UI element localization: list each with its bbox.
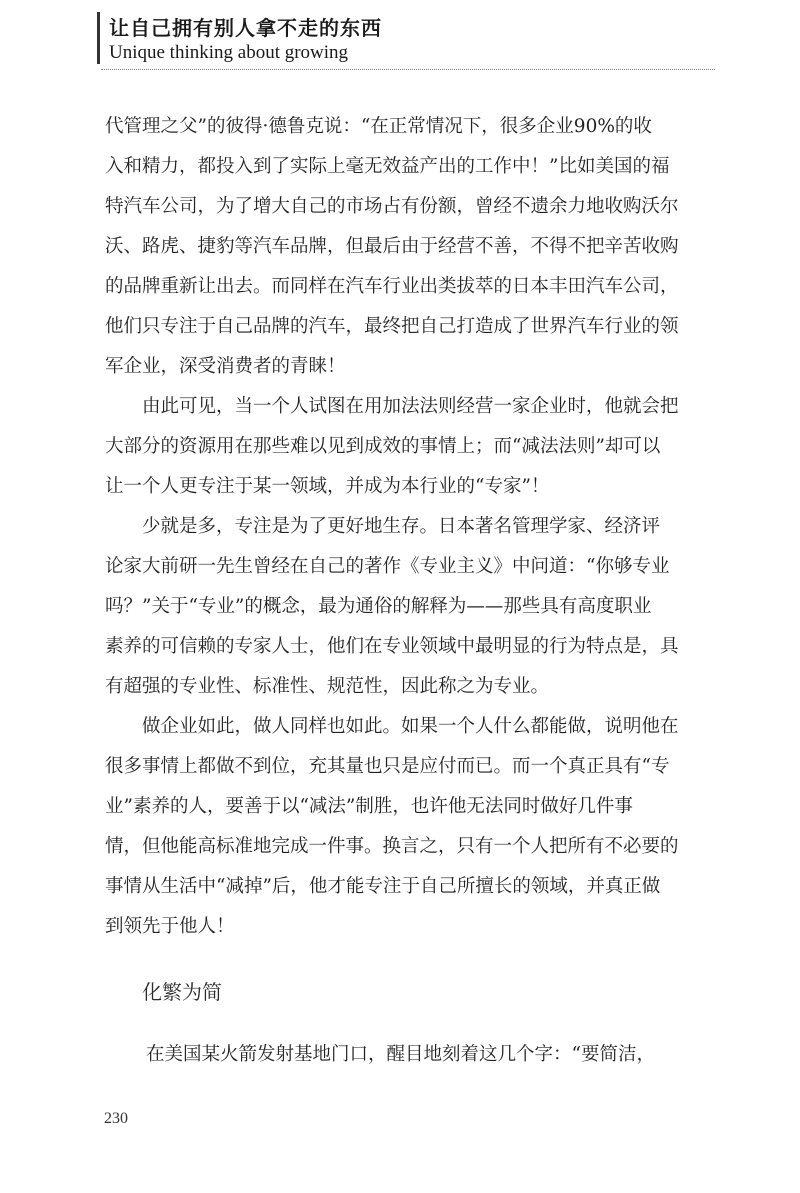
text-line: 军企业，深受消费者的青睐！ [105,356,346,377]
paragraph-1 [105,107,697,387]
text-line: 的品牌重新让出去。而同样在汽车行业出类拔萃的日本丰田汽车公司， [105,276,679,297]
text-line: 少就是多，专注是为了更好地生存。日本著名管理学家、经济评 [142,516,661,537]
text-line: 让一个人更专注于某一领域，并成为本行业的“专家”！ [105,476,550,497]
text-line: 素养的可信赖的专家人士，他们在专业领域中最明显的行为特点是，具 [105,636,679,657]
running-header [97,8,717,74]
text-line: 做企业如此，做人同样也如此。如果一个人什么都能做，说明他在 [142,716,679,737]
text-line: 情，但他能高标准地完成一件事。换言之，只有一个人把所有不必要的 [105,836,679,857]
paragraph-4 [105,707,697,947]
header-title: 让自己拥有别人拿不走的东西 [109,16,382,40]
section-first-line: 在美国某火箭发射基地门口，醒目地刻着这几个字：“要简洁， [146,1044,655,1065]
text-line: 事情从生活中“减掉”后，他才能专注于自己所擅长的领域，并真正做 [105,876,661,897]
text-line: 业”素养的人，要善于以“减法”制胜，也许他无法同时做好几件事 [105,796,633,817]
text-line: 到领先于他人！ [105,916,235,937]
text-line: 有超强的专业性、标准性、规范性，因此称之为专业。 [105,676,550,697]
text-line: 他们只专注于自己品牌的汽车，最终把自己打造成了世界汽车行业的领 [105,316,679,337]
body-text [105,107,697,947]
section-heading: 化繁为简 [142,980,222,1004]
header-subtitle: Unique thinking about growing [109,42,349,63]
text-line: 吗？”关于“专业”的概念，最为通俗的解释为——那些具有高度职业 [105,596,652,617]
text-line: 沃、路虎、捷豹等汽车品牌，但最后由于经营不善，不得不把辛苦收购 [105,236,679,257]
text-line: 由此可见，当一个人试图在用加法法则经营一家企业时，他就会把 [142,396,679,417]
page-number: 230 [104,1110,128,1127]
text-line: 很多事情上都做不到位，充其量也只是应付而已。而一个真正具有“专 [105,756,670,777]
text-line: 论家大前研一先生曾经在自己的著作《专业主义》中问道：“你够专业 [105,556,670,577]
header-dotted-divider [101,69,715,70]
text-line: 代管理之父”的彼得·德鲁克说：“在正常情况下，很多企业90%的收 [105,116,652,137]
text-line: 入和精力，都投入到了实际上毫无效益产出的工作中！”比如美国的福 [105,156,670,177]
header-vertical-rule [97,12,100,64]
text-line: 特汽车公司，为了增大自己的市场占有份额，曾经不遗余力地收购沃尔 [105,196,679,217]
text-line: 大部分的资源用在那些难以见到成效的事情上；而“减法法则”却可以 [105,436,661,457]
paragraph-3 [105,507,697,707]
paragraph-2 [105,387,697,507]
